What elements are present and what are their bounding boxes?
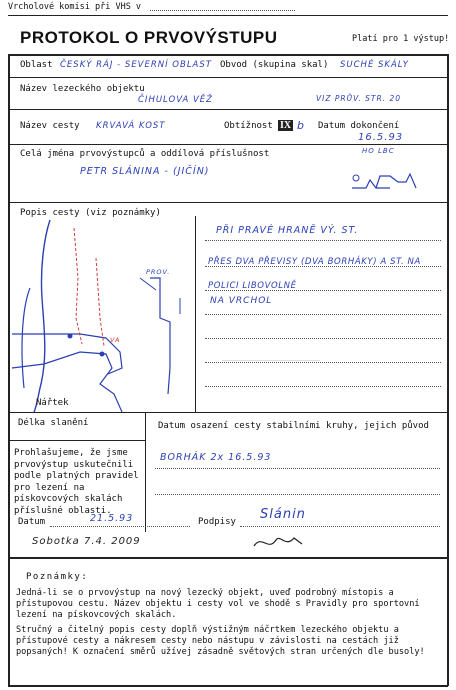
rule-6 [8,557,448,559]
faint-signature [222,346,320,361]
delka-label: Délka slanění [18,418,89,428]
osazeni-line-1 [155,468,440,469]
sketch-arrow-label: PROV. [146,268,171,276]
frame-bottom [8,685,448,687]
rule-2 [8,109,448,110]
popis-line-5 [205,338,441,339]
poznamky-paragraph-1: Jedná-li se o prvovýstup na nový lezecký objekt, uveď podrobný místopis a přístupovou cestu. Název objektu i cesty vol ve shodě s Pravidly pro sportovní lezení na pískovcových skalách. [16,588,420,620]
osazeni-value: BORHÁK 2x 16.5.93 [160,452,272,463]
podpisy-line [240,526,440,527]
objekt-note: VIZ PRŮV. STR. 20 [316,94,401,103]
signature: Slánin [260,507,306,522]
frame-top [8,54,448,56]
podpisy-label: Podpisy [198,517,236,527]
obtiznost-value: IX [280,120,292,131]
commission-dotline [150,10,295,11]
objekt-value: ČIHULOVA VĚŽ [138,95,213,105]
top-rule [8,15,448,16]
datum-value: 21.5.93 [90,513,134,524]
popis-line-4 [205,314,441,315]
delka-divider [145,412,146,532]
obtiznost-label: Obtížnost [224,121,273,131]
validity-note: Platí pro 1 výstup! [352,34,450,44]
popis-line-7 [205,386,441,387]
objekt-label: Název lezeckého objektu [20,84,145,94]
doodle-drawing [346,158,426,198]
club-mark: HO LBC [362,147,395,155]
rule-4 [8,202,448,203]
oblast-value: ČESKÝ RÁJ - SEVERNÍ OBLAST [60,60,212,70]
receipt-note: Sobotka 7.4. 2009 [32,536,141,547]
datum-line [50,526,190,527]
obtiznost-extra: b [297,119,305,132]
delka-rule [8,440,145,441]
osazeni-label: Datum osazení cesty stabilními kruhy, jejich původ [158,421,429,431]
sketch-mark: VA [110,336,121,344]
poznamky-heading: Poznámky: [26,572,89,582]
dokonceni-value: 16.5.93 [358,132,404,143]
obvod-label: Obvod (skupina skal) [220,60,329,70]
popis-line-1 [205,240,441,241]
commission-label: Vrcholové komisi při VHS v [8,2,142,12]
popis-line-6 [205,362,441,363]
route-line-1: PŘI PRAVÉ HRANĚ VÝ. ST. [216,225,359,236]
osazeni-line-2 [155,494,440,495]
popis-label: Popis cesty (viz poznámky) [20,208,161,218]
route-sketch [10,218,194,414]
cesta-label: Název cesty [20,121,80,131]
datum-label: Datum [18,517,46,527]
jmena-label: Celá jména prvovýstupců a oddílová příslušnost [20,149,270,159]
rule-3 [8,144,448,145]
dokonceni-label: Datum dokončení [318,121,400,131]
oblast-label: Oblast [20,60,53,70]
rule-5 [8,412,448,413]
nartek-label: Nářtek [36,398,69,408]
rule-1 [8,77,448,78]
route-line-2: PŘES DVA PŘEVISY (DVA BORHÁKY) A ST. NA POLICI LIBOVOLNĚ [208,257,421,291]
receipt-signature [250,530,310,554]
frame-right [447,54,449,686]
popis-divider [195,216,196,412]
route-line-3: NA VRCHOL [210,296,273,306]
page-title: PROTOKOL O PRVOVÝSTUPU [20,28,278,47]
obvod-value: SUCHÉ SKÁLY [340,60,409,70]
poznamky-paragraph-2: Stručný a čitelný popis cesty doplň výstižným náčrtkem lezeckého objektu a přístupové cesty a nákresem cesty nebo nástupu v závislosti na cestách již popsaných! K označení směrů užívej zásadně světových stran určených dle busoly! [16,625,425,657]
jmena-value: PETR SLÁNINA - (JIČÍN) [80,166,210,177]
prohlaseni-text: Prohlašujeme, že jsme prvovýstup uskutečnili podle platných pravidel pro lezení na pískovcových skalách příslušné oblasti. [14,448,139,516]
cesta-value: KRVAVÁ KOST [96,121,166,131]
